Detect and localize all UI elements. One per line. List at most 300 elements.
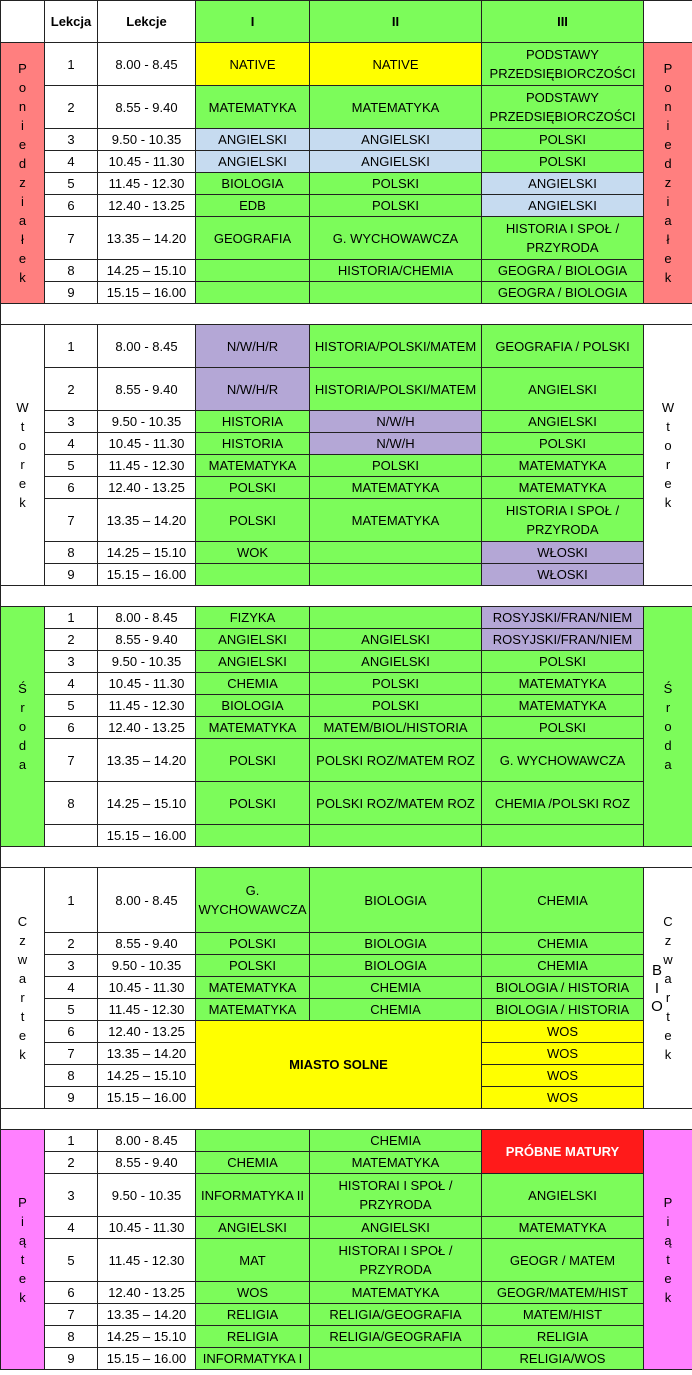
class-1-subject: CHEMIA	[196, 673, 310, 695]
lesson-number: 6	[45, 195, 98, 217]
class-1-subject: ANGIELSKI	[196, 129, 310, 151]
class-3-subject: MATEMATYKA	[482, 455, 644, 477]
side-note-letter: O	[651, 998, 663, 1015]
separator-cell	[1, 1109, 692, 1130]
class-2-subject	[310, 607, 482, 629]
day-letter: C	[17, 914, 28, 929]
lesson-time: 8.00 - 8.45	[98, 43, 196, 86]
class-2-subject: POLSKI	[310, 195, 482, 217]
day-separator	[1, 847, 692, 868]
lesson-number: 7	[45, 739, 98, 782]
class-2-subject: G. WYCHOWAWCZA	[310, 217, 482, 260]
class-3-subject: MATEM/HIST	[482, 1304, 644, 1326]
class-1-subject: POLSKI	[196, 499, 310, 542]
day-letter: a	[664, 213, 672, 228]
lesson-time: 12.40 - 13.25	[98, 195, 196, 217]
class-2-subject: NATIVE	[310, 43, 482, 86]
class-1-subject: RELIGIA	[196, 1326, 310, 1348]
day-separator	[1, 586, 692, 607]
day-letter: i	[21, 194, 24, 209]
table-row	[1, 217, 692, 260]
lesson-number: 5	[45, 695, 98, 717]
class-3-subject: ROSYJSKI/FRAN/NIEM	[482, 629, 644, 651]
separator-cell	[1, 586, 692, 607]
day-letter: r	[20, 990, 25, 1005]
day-label-right	[644, 325, 692, 586]
class-1-subject: N/W/H/R	[196, 368, 310, 411]
day-letter: ą	[664, 1232, 672, 1248]
class-1-subject: INFORMATYKA I	[196, 1348, 310, 1370]
table-row	[1, 1174, 692, 1217]
class-3-subject: GEOGRAFIA / POLSKI	[482, 325, 644, 368]
lesson-time: 8.55 - 9.40	[98, 368, 196, 411]
day-letter: k	[664, 1289, 672, 1305]
header-class-1: I	[196, 1, 310, 43]
class-2-subject: ANGIELSKI	[310, 651, 482, 673]
lesson-time: 8.00 - 8.45	[98, 868, 196, 933]
class-3-subject	[482, 825, 644, 847]
lesson-time: 8.00 - 8.45	[98, 1130, 196, 1152]
class-3-subject: POLSKI	[482, 129, 644, 151]
class-1-subject: INFORMATYKA II	[196, 1174, 310, 1217]
lesson-number: 1	[45, 325, 98, 368]
day-letter: o	[18, 80, 27, 95]
lesson-time: 14.25 – 15.10	[98, 1326, 196, 1348]
day-letter: z	[664, 933, 672, 948]
class-2-subject: POLSKI	[310, 455, 482, 477]
class-1-subject: HISTORIA	[196, 411, 310, 433]
class-1-subject	[196, 260, 310, 282]
lesson-time: 10.45 - 11.30	[98, 673, 196, 695]
day-letter: r	[20, 457, 25, 472]
lesson-time: 9.50 - 10.35	[98, 129, 196, 151]
class-2-subject	[310, 825, 482, 847]
class-2-subject	[310, 542, 482, 564]
lesson-number: 1	[45, 607, 98, 629]
side-note-bio	[650, 962, 664, 1016]
class-2-subject: MATEMATYKA	[310, 477, 482, 499]
lesson-time: 14.25 – 15.10	[98, 260, 196, 282]
lesson-number	[45, 825, 98, 847]
table-row	[1, 868, 692, 933]
day-letter: k	[664, 495, 672, 510]
table-row	[1, 1239, 692, 1282]
lesson-number: 4	[45, 977, 98, 999]
lesson-time: 11.45 - 12.30	[98, 999, 196, 1021]
day-letter: e	[18, 137, 27, 152]
table-row	[1, 325, 692, 368]
table-row	[1, 195, 692, 217]
day-letter: t	[666, 419, 670, 434]
lesson-number: 5	[45, 999, 98, 1021]
class-1-subject: POLSKI	[196, 955, 310, 977]
table-row	[1, 411, 692, 433]
class-2-subject: MATEMATYKA	[310, 499, 482, 542]
class-1-subject: BIOLOGIA	[196, 173, 310, 195]
header-corner-right	[644, 1, 692, 43]
table-row	[1, 282, 692, 304]
day-letter: z	[19, 933, 26, 948]
class-1-subject: FIZYKA	[196, 607, 310, 629]
lesson-number: 2	[45, 1152, 98, 1174]
table-row	[1, 1304, 692, 1326]
day-letter: i	[666, 194, 670, 209]
lesson-time: 13.35 – 14.20	[98, 1304, 196, 1326]
table-row	[1, 433, 692, 455]
table-row	[1, 129, 692, 151]
lesson-number: 7	[45, 499, 98, 542]
day-label-right	[644, 1130, 692, 1370]
day-letter: t	[20, 419, 25, 434]
class-3-subject: HISTORIA I SPOŁ / PRZYRODA	[482, 217, 644, 260]
day-letter: Ś	[663, 681, 673, 696]
separator-cell	[1, 304, 692, 325]
day-letter: o	[18, 438, 27, 453]
class-3-subject: GEOGRA / BIOLOGIA	[482, 260, 644, 282]
class-2-subject: HISTORIA/POLSKI/MATEM	[310, 325, 482, 368]
day-letter: o	[664, 80, 672, 95]
day-letter: k	[19, 270, 26, 285]
lesson-time: 12.40 - 13.25	[98, 477, 196, 499]
lesson-number: 7	[45, 1043, 98, 1065]
lesson-number: 4	[45, 673, 98, 695]
class-2-subject: ANGIELSKI	[310, 129, 482, 151]
lesson-number: 6	[45, 717, 98, 739]
day-letter: ą	[18, 1232, 27, 1248]
day-letter: i	[21, 1213, 24, 1229]
class-3-subject: RELIGIA/WOS	[482, 1348, 644, 1370]
day-letter: w	[17, 952, 28, 967]
separator-cell	[1, 847, 692, 868]
lesson-number: 8	[45, 1065, 98, 1087]
class-1-subject: G. WYCHOWAWCZA	[196, 868, 310, 933]
day-letter: C	[663, 914, 673, 929]
class-3-subject: POLSKI	[482, 651, 644, 673]
day-letter: e	[664, 137, 672, 152]
lesson-number: 7	[45, 217, 98, 260]
day-letter: W	[16, 400, 29, 415]
day-letter: ł	[666, 232, 670, 247]
class-3-subject: MATEMATYKA	[482, 673, 644, 695]
class-1-subject	[196, 1130, 310, 1152]
day-letter: d	[18, 738, 27, 753]
lesson-time: 13.35 – 14.20	[98, 739, 196, 782]
day-letter: r	[665, 457, 671, 472]
class-3-subject: CHEMIA /POLSKI ROZ	[482, 782, 644, 825]
class-2-subject: BIOLOGIA	[310, 933, 482, 955]
lesson-number: 3	[45, 955, 98, 977]
day-letter: e	[18, 1270, 27, 1286]
class-1-subject: MATEMATYKA	[196, 455, 310, 477]
day-letter: o	[664, 438, 672, 453]
class-1-subject: GEOGRAFIA	[196, 217, 310, 260]
day-letter: e	[664, 1270, 672, 1286]
class-2-subject: HISTORAI I SPOŁ / PRZYRODA	[310, 1174, 482, 1217]
side-note-letter: I	[654, 980, 660, 997]
lesson-time: 13.35 – 14.20	[98, 1043, 196, 1065]
day-letter: k	[19, 1047, 26, 1062]
class-1-subject	[196, 564, 310, 586]
lesson-number: 4	[45, 433, 98, 455]
class-3-subject: MATEMATYKA	[482, 1217, 644, 1239]
lesson-time: 15.15 – 16.00	[98, 282, 196, 304]
day-letter: t	[666, 1009, 670, 1024]
lesson-number: 3	[45, 1174, 98, 1217]
day-letter: e	[18, 1028, 27, 1043]
lesson-time: 10.45 - 11.30	[98, 977, 196, 999]
lesson-number: 4	[45, 151, 98, 173]
table-row	[1, 1348, 692, 1370]
table-row	[1, 1130, 692, 1152]
table-row	[1, 651, 692, 673]
table-row	[1, 477, 692, 499]
lesson-number: 7	[45, 1304, 98, 1326]
class-2-subject: HISTORIA/POLSKI/MATEM	[310, 368, 482, 411]
table-row	[1, 739, 692, 782]
day-label-left	[1, 325, 45, 586]
class-3-subject: ANGIELSKI	[482, 195, 644, 217]
day-letter: e	[18, 476, 27, 491]
day-letter: P	[18, 61, 27, 76]
class-1-subject: MATEMATYKA	[196, 86, 310, 129]
class-1-subject: NATIVE	[196, 43, 310, 86]
header-lesson-no: Lekcja	[45, 1, 98, 43]
class-1-subject: MAT	[196, 1239, 310, 1282]
class-1-subject: MATEMATYKA	[196, 717, 310, 739]
side-note-letter: B	[651, 962, 662, 979]
class-3-subject: ANGIELSKI	[482, 173, 644, 195]
lesson-number: 8	[45, 1326, 98, 1348]
class-3-subject: ANGIELSKI	[482, 368, 644, 411]
class-1-subject: ANGIELSKI	[196, 651, 310, 673]
lesson-number: 8	[45, 542, 98, 564]
class-3-subject: PODSTAWY PRZEDSIĘBIORCZOŚCI	[482, 86, 644, 129]
lesson-time: 8.00 - 8.45	[98, 325, 196, 368]
lesson-time: 8.55 - 9.40	[98, 629, 196, 651]
day-letter: Ś	[18, 681, 27, 696]
class-2-subject: BIOLOGIA	[310, 868, 482, 933]
class-2-subject: N/W/H	[310, 433, 482, 455]
lesson-time: 13.35 – 14.20	[98, 499, 196, 542]
lesson-number: 9	[45, 564, 98, 586]
lesson-number: 2	[45, 86, 98, 129]
table-row	[1, 1326, 692, 1348]
class-3-subject: GEOGRA / BIOLOGIA	[482, 282, 644, 304]
day-label-left	[1, 43, 45, 304]
table-row	[1, 607, 692, 629]
day-letter: d	[664, 738, 672, 753]
day-letter: P	[663, 1194, 673, 1210]
day-letter: W	[661, 400, 675, 415]
day-letter: a	[664, 757, 672, 772]
lesson-time: 8.55 - 9.40	[98, 86, 196, 129]
class-1-subject: POLSKI	[196, 739, 310, 782]
class-3-subject: RELIGIA	[482, 1326, 644, 1348]
lesson-number: 2	[45, 629, 98, 651]
lesson-number: 9	[45, 282, 98, 304]
day-letter: t	[20, 1009, 25, 1024]
class-2-subject: POLSKI ROZ/MATEM ROZ	[310, 782, 482, 825]
lesson-time: 13.35 – 14.20	[98, 217, 196, 260]
class-3-subject: MATEMATYKA	[482, 477, 644, 499]
lesson-time: 11.45 - 12.30	[98, 455, 196, 477]
lesson-number: 9	[45, 1348, 98, 1370]
table-row	[1, 368, 692, 411]
header-row	[1, 1, 692, 43]
class-3-subject: GEOGR/MATEM/HIST	[482, 1282, 644, 1304]
lesson-time: 9.50 - 10.35	[98, 411, 196, 433]
day-letter: e	[18, 251, 27, 266]
lesson-number: 5	[45, 1239, 98, 1282]
lesson-number: 3	[45, 129, 98, 151]
class-3-subject: G. WYCHOWAWCZA	[482, 739, 644, 782]
class-3-subject: MATEMATYKA	[482, 695, 644, 717]
lesson-number: 5	[45, 455, 98, 477]
lesson-number: 1	[45, 868, 98, 933]
lesson-number: 6	[45, 1282, 98, 1304]
day-letter: a	[664, 971, 672, 986]
day-letter: o	[18, 719, 27, 734]
table-row	[1, 260, 692, 282]
lesson-time: 11.45 - 12.30	[98, 173, 196, 195]
class-1-subject: ANGIELSKI	[196, 151, 310, 173]
class-2-subject: POLSKI	[310, 695, 482, 717]
lesson-time: 9.50 - 10.35	[98, 1174, 196, 1217]
lesson-number: 6	[45, 1021, 98, 1043]
lesson-time: 15.15 – 16.00	[98, 1087, 196, 1109]
lesson-time: 12.40 - 13.25	[98, 717, 196, 739]
lesson-number: 6	[45, 477, 98, 499]
class-1-subject: ANGIELSKI	[196, 629, 310, 651]
day-separator	[1, 304, 692, 325]
lesson-time: 8.00 - 8.45	[98, 607, 196, 629]
day-letter: i	[666, 1213, 670, 1229]
lesson-number: 4	[45, 1217, 98, 1239]
class-2-subject: RELIGIA/GEOGRAFIA	[310, 1326, 482, 1348]
class-1-subject: BIOLOGIA	[196, 695, 310, 717]
class-1-subject: POLSKI	[196, 782, 310, 825]
class-3-subject: HISTORIA I SPOŁ / PRZYRODA	[482, 499, 644, 542]
lesson-time: 10.45 - 11.30	[98, 1217, 196, 1239]
lesson-time: 15.15 – 16.00	[98, 825, 196, 847]
table-row	[1, 455, 692, 477]
class-3-subject: WOS	[482, 1065, 644, 1087]
day-letter: k	[19, 495, 26, 510]
day-letter: d	[18, 156, 27, 171]
class-1-subject: WOK	[196, 542, 310, 564]
lesson-number: 5	[45, 173, 98, 195]
table-row	[1, 933, 692, 955]
class-2-subject: N/W/H	[310, 411, 482, 433]
day-letter: z	[19, 175, 26, 190]
table-row	[1, 151, 692, 173]
table-row	[1, 782, 692, 825]
day-label-left	[1, 607, 45, 847]
class-3-subject: GEOGR / MATEM	[482, 1239, 644, 1282]
class-3-subject: WŁOSKI	[482, 564, 644, 586]
class-2-subject	[310, 282, 482, 304]
class-3-subject: ANGIELSKI	[482, 411, 644, 433]
class-2-subject: MATEM/BIOL/HISTORIA	[310, 717, 482, 739]
lesson-time: 10.45 - 11.30	[98, 433, 196, 455]
table-row	[1, 43, 692, 86]
class-1-subject	[196, 282, 310, 304]
class-3-subject: POLSKI	[482, 717, 644, 739]
class-2-subject: ANGIELSKI	[310, 629, 482, 651]
header-lessons: Lekcje	[98, 1, 196, 43]
class-2-subject: HISTORIA/CHEMIA	[310, 260, 482, 282]
class-3-subject: WŁOSKI	[482, 542, 644, 564]
day-label-right	[644, 607, 692, 847]
table-row	[1, 825, 692, 847]
day-letter: k	[664, 270, 672, 285]
class-3-subject: WOS	[482, 1087, 644, 1109]
lesson-time: 12.40 - 13.25	[98, 1021, 196, 1043]
table-row	[1, 717, 692, 739]
day-letter: d	[664, 156, 672, 171]
lesson-time: 8.55 - 9.40	[98, 1152, 196, 1174]
table-row	[1, 695, 692, 717]
class-2-subject	[310, 564, 482, 586]
day-letter: P	[18, 1194, 27, 1210]
day-letter: n	[18, 99, 27, 114]
class-2-subject: HISTORAI I SPOŁ / PRZYRODA	[310, 1239, 482, 1282]
class-3-subject: CHEMIA	[482, 868, 644, 933]
class-2-subject: POLSKI ROZ/MATEM ROZ	[310, 739, 482, 782]
class-1-subject: POLSKI	[196, 477, 310, 499]
class-3-subject: CHEMIA	[482, 955, 644, 977]
table-row	[1, 173, 692, 195]
class-3-subject: POLSKI	[482, 433, 644, 455]
class-2-subject: RELIGIA/GEOGRAFIA	[310, 1304, 482, 1326]
lesson-number: 8	[45, 260, 98, 282]
class-1-subject: EDB	[196, 195, 310, 217]
day-letter: r	[665, 700, 671, 715]
table-row	[1, 1282, 692, 1304]
day-letter: a	[18, 971, 27, 986]
table-row	[1, 955, 692, 977]
class-2-subject: MATEMATYKA	[310, 1152, 482, 1174]
day-label-left	[1, 1130, 45, 1370]
class-2-subject: POLSKI	[310, 173, 482, 195]
day-letter: t	[20, 1251, 25, 1267]
class-1-subject: WOS	[196, 1282, 310, 1304]
day-letter: a	[18, 757, 27, 772]
day-letter: r	[665, 990, 671, 1005]
class-2-subject	[310, 1348, 482, 1370]
merged-event-cell: MIASTO SOLNE	[196, 1021, 482, 1109]
day-letter: k	[664, 1047, 672, 1062]
lesson-time: 10.45 - 11.30	[98, 151, 196, 173]
class-1-subject: HISTORIA	[196, 433, 310, 455]
lesson-number: 1	[45, 1130, 98, 1152]
lesson-time: 14.25 – 15.10	[98, 542, 196, 564]
lesson-time: 9.50 - 10.35	[98, 955, 196, 977]
day-letter: n	[664, 99, 672, 114]
day-letter: ł	[21, 232, 24, 247]
lesson-number: 2	[45, 368, 98, 411]
lesson-number: 2	[45, 933, 98, 955]
class-2-subject: BIOLOGIA	[310, 955, 482, 977]
table-row	[1, 542, 692, 564]
class-2-subject: ANGIELSKI	[310, 1217, 482, 1239]
class-2-subject: CHEMIA	[310, 977, 482, 999]
lesson-number: 1	[45, 43, 98, 86]
lesson-number: 3	[45, 651, 98, 673]
class-1-subject: MATEMATYKA	[196, 999, 310, 1021]
class-3-subject: ANGIELSKI	[482, 1174, 644, 1217]
lesson-time: 15.15 – 16.00	[98, 1348, 196, 1370]
